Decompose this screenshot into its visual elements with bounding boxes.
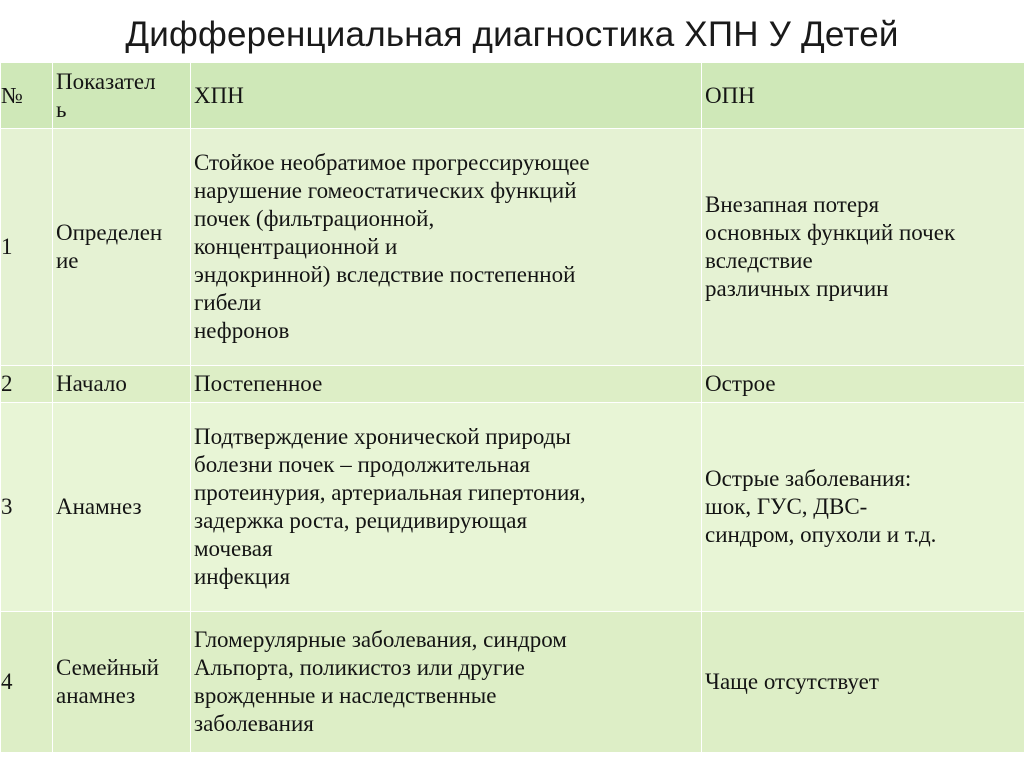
row-opn-text: Чаще отсутствует — [702, 612, 1024, 753]
row-number: 4 — [1, 612, 53, 753]
header-opn: ОПН — [702, 63, 1024, 129]
row-indicator: Анамнез — [53, 403, 191, 612]
row-opn-text: Острое — [702, 366, 1024, 403]
table-row — [1, 366, 1024, 403]
diagnosis-table — [0, 62, 1024, 753]
slide-title: Дифференциальная диагностика ХПН У Детей — [125, 15, 899, 54]
row-indicator: Определен ие — [53, 129, 191, 366]
row-opn-text: Внезапная потеря основных функций почек вследствие различных причин — [702, 129, 1024, 366]
header-chpn: ХПН — [191, 63, 702, 129]
header-number: № — [1, 63, 53, 129]
row-indicator: Начало — [53, 366, 191, 403]
table-row — [1, 612, 1024, 753]
header-indicator: Показател ь — [53, 63, 191, 129]
table-row — [1, 403, 1024, 612]
row-number: 3 — [1, 403, 53, 612]
table-row — [1, 129, 1024, 366]
row-number: 1 — [1, 129, 53, 366]
row-chpn-text: Гломерулярные заболевания, синдром Альпорта, поликистоз или другие врожденные и наследственные заболевания — [191, 612, 702, 753]
row-chpn-text: Подтверждение хронической природы болезни почек – продолжительная протеинурия, артериальная гипертония, задержка роста, рецидивирующая мочевая инфекция — [191, 403, 702, 612]
row-chpn-text: Стойкое необратимое прогрессирующее нарушение гомеостатических функций почек (фильтрационной, концентрационной и эндокринной) вследствие постепенной гибели нефронов — [191, 129, 702, 366]
row-opn-text: Острые заболевания: шок, ГУС, ДВС- синдром, опухоли и т.д. — [702, 403, 1024, 612]
table-header-row — [1, 63, 1024, 129]
row-number: 2 — [1, 366, 53, 403]
row-chpn-text: Постепенное — [191, 366, 702, 403]
row-indicator: Семейный анамнез — [53, 612, 191, 753]
